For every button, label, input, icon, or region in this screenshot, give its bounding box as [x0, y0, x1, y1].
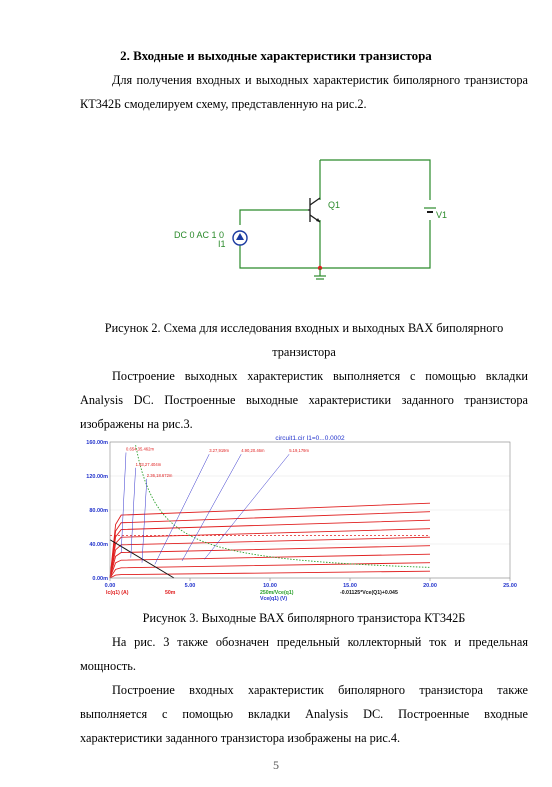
x-tick-label: 25.00: [503, 583, 517, 589]
annotation-label: 4.90,20.46m: [241, 448, 265, 454]
paragraph-intro: Для получения входных и выходных характеристик биполярного транзистора КТ342Б смоделируем схему, представленную на рис.2.: [80, 73, 528, 111]
legend-label: 250m/Vce(q1): [260, 590, 294, 596]
current-source-value: DC 0 AC 1 0: [174, 230, 225, 240]
transistor-label: Q1: [328, 200, 341, 210]
output-characteristics-chart: [80, 432, 528, 602]
x-tick-label: 15.00: [343, 583, 357, 589]
x-tick-label: 10.00: [263, 583, 277, 589]
paragraph-output-analysis: Построение выходных характеристик выполняется с помощью вкладки Analysis DC. Построенные выходные характеристики заданного транзистора изображены на рис.3.: [80, 369, 528, 431]
annotation-leader: [204, 454, 289, 559]
transistor-symbol: [308, 198, 320, 222]
legend-label: -0.01125*Vce(Q1)+0.045: [340, 590, 398, 596]
annotation-leader: [142, 479, 147, 563]
figure-2-caption: Рисунок 2. Схема для исследования входных и выходных ВАХ биполярного транзистора: [104, 321, 504, 359]
y-tick-label: 0.00m: [92, 576, 108, 582]
circuit-schematic: [160, 150, 460, 290]
annotation-label: 2.36,18.672m: [146, 472, 173, 478]
annotation-leader: [155, 454, 209, 564]
legend-label: 50m: [165, 590, 176, 596]
voltage-source-symbol: [424, 208, 436, 212]
legend-label: Vce(q1) (V): [260, 596, 288, 602]
page-number: 5: [273, 758, 279, 772]
y-tick-label: 40.00m: [89, 542, 108, 548]
output-curve: [110, 571, 430, 578]
x-tick-label: 5.00: [184, 583, 196, 589]
section-heading: 2. Входные и выходные характеристики транзистора: [120, 48, 432, 63]
annotation-label: 3.27,919m: [209, 448, 229, 454]
output-curve: [110, 563, 430, 578]
y-tick-label: 160.00m: [86, 440, 108, 446]
annotation-label: 5.19,179m: [289, 448, 309, 454]
paragraph-input-analysis: Построение входных характеристик биполярного транзистора также выполняется с помощью вкладки Analysis DC. Построенные входные характеристики заданного транзистора изображены на рис.4.: [80, 683, 528, 745]
voltage-source-label: V1: [436, 210, 448, 220]
ground-symbol: [314, 268, 326, 279]
paragraph-limits: На рис. 3 также обозначен предельный коллекторный ток и предельная мощность.: [80, 635, 528, 673]
figure-3-caption: Рисунок 3. Выходные ВАХ биполярного транзистора КТ342Б: [142, 611, 466, 625]
y-tick-label: 120.00m: [86, 474, 108, 480]
x-tick-label: 0.00: [104, 583, 116, 589]
x-tick-label: 20.00: [423, 583, 437, 589]
annotation-label: 0.654,35.462m: [126, 446, 154, 452]
output-curve: [110, 529, 430, 578]
y-tick-label: 80.00m: [89, 508, 108, 514]
annotation-label: 1.83,27.404m: [135, 461, 162, 467]
current-source-label: I1: [218, 239, 226, 249]
legend-label: Ic(q1) (A): [106, 590, 129, 596]
chart-title: circuit1.cir I1=0...0.0002: [275, 435, 345, 442]
